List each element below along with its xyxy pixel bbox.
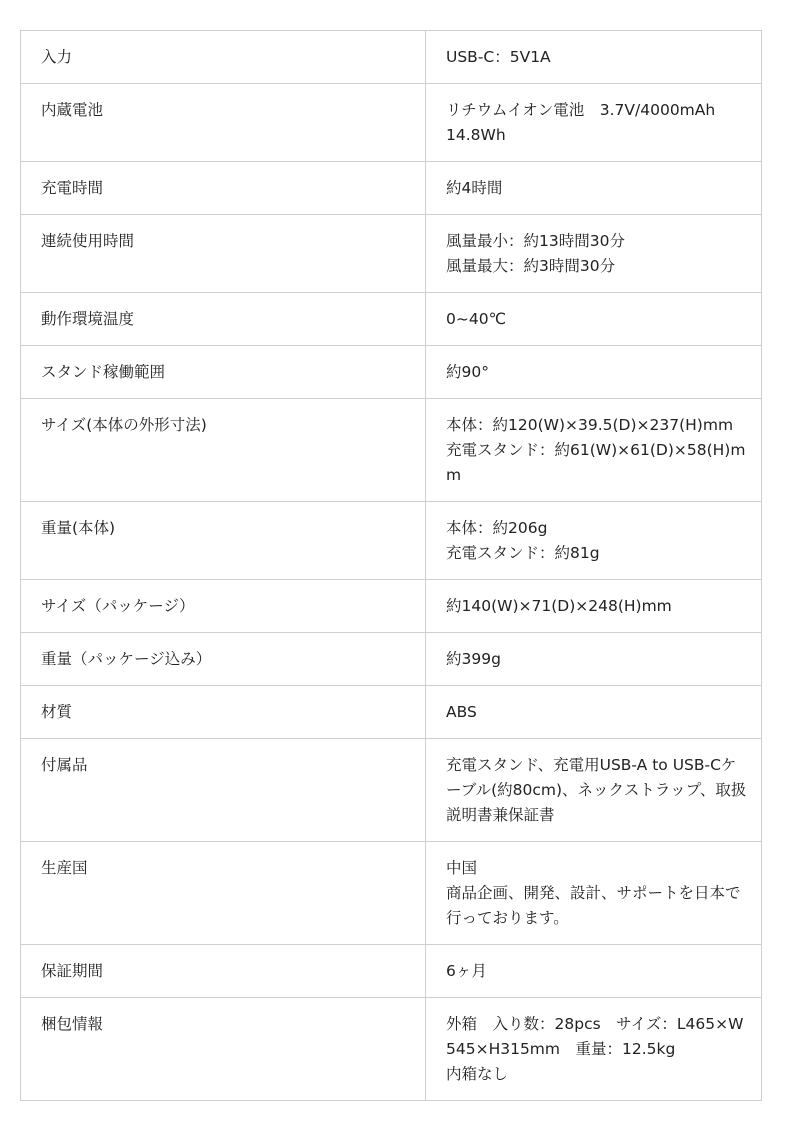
table-row — [21, 686, 762, 739]
spec-value-package-weight: 約399g — [426, 633, 762, 686]
table-row — [21, 998, 762, 1101]
table-row — [21, 502, 762, 580]
spec-label-battery: 内蔵電池 — [21, 84, 426, 162]
spec-value-battery: リチウムイオン電池 3.7V/4000mAh 14.8Wh — [426, 84, 762, 162]
table-row — [21, 346, 762, 399]
spec-label-material: 材質 — [21, 686, 426, 739]
spec-value-body-weight: 本体：約206g 充電スタンド：約81g — [426, 502, 762, 580]
table-row — [21, 633, 762, 686]
spec-label-packing-info: 梱包情報 — [21, 998, 426, 1101]
spec-value-charge-time: 約4時間 — [426, 162, 762, 215]
spec-label-country: 生産国 — [21, 842, 426, 945]
spec-label-input: 入力 — [21, 31, 426, 84]
table-row — [21, 293, 762, 346]
spec-value-operating-temp: 0~40℃ — [426, 293, 762, 346]
spec-label-operating-temp: 動作環境温度 — [21, 293, 426, 346]
spec-value-material: ABS — [426, 686, 762, 739]
spec-label-runtime: 連続使用時間 — [21, 215, 426, 293]
spec-value-stand-range: 約90° — [426, 346, 762, 399]
spec-table — [20, 30, 762, 1101]
table-row — [21, 945, 762, 998]
spec-table-body — [21, 31, 762, 1101]
table-row — [21, 84, 762, 162]
spec-value-runtime: 風量最小：約13時間30分 風量最大：約3時間30分 — [426, 215, 762, 293]
spec-label-body-weight: 重量(本体) — [21, 502, 426, 580]
spec-label-accessories: 付属品 — [21, 739, 426, 842]
spec-value-input: USB-C：5V1A — [426, 31, 762, 84]
table-row — [21, 162, 762, 215]
spec-value-accessories: 充電スタンド、充電用USB-A to USB-Cケーブル(約80cm)、ネックストラップ、取扱説明書兼保証書 — [426, 739, 762, 842]
spec-label-charge-time: 充電時間 — [21, 162, 426, 215]
table-row — [21, 399, 762, 502]
spec-value-package-size: 約140(W)×71(D)×248(H)mm — [426, 580, 762, 633]
spec-value-body-size: 本体：約120(W)×39.5(D)×237(H)mm 充電スタンド：約61(W)×61(D)×58(H)mm — [426, 399, 762, 502]
spec-label-stand-range: スタンド稼働範囲 — [21, 346, 426, 399]
spec-label-body-size: サイズ(本体の外形寸法) — [21, 399, 426, 502]
table-row — [21, 739, 762, 842]
table-row — [21, 215, 762, 293]
spec-value-packing-info: 外箱 入り数：28pcs サイズ：L465×W545×H315mm 重量：12.5kg 内箱なし — [426, 998, 762, 1101]
spec-label-package-weight: 重量（パッケージ込み） — [21, 633, 426, 686]
spec-label-package-size: サイズ（パッケージ） — [21, 580, 426, 633]
table-row — [21, 580, 762, 633]
table-row — [21, 31, 762, 84]
spec-value-country: 中国 商品企画、開発、設計、サポートを日本で行っております。 — [426, 842, 762, 945]
spec-label-warranty: 保証期間 — [21, 945, 426, 998]
spec-value-warranty: 6ヶ月 — [426, 945, 762, 998]
table-row — [21, 842, 762, 945]
